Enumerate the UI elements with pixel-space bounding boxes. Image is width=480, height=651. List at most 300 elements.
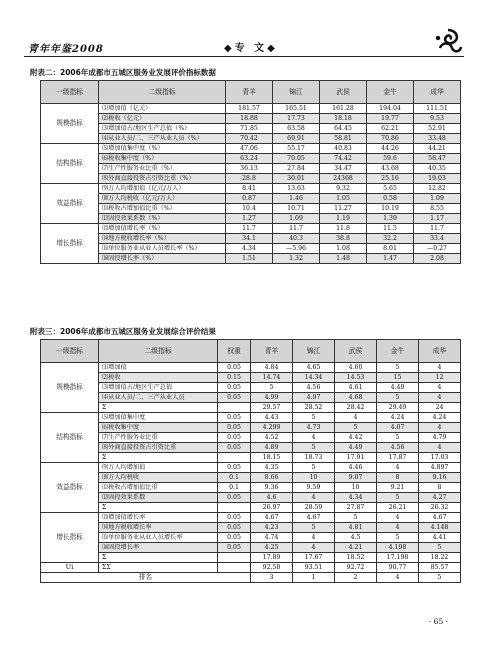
data-cell: 40.83 — [320, 144, 367, 154]
weight-value: 0.05 — [218, 433, 251, 443]
data-cell: 4 — [377, 463, 419, 473]
indicator-name: ⒂单位服务业从业人员增长率（%） — [99, 244, 226, 254]
group-label: 增长指标 — [41, 513, 99, 563]
data-cell: 70.86 — [367, 134, 414, 144]
data-cell: 28.52 — [293, 403, 335, 413]
data-cell: 58.47 — [414, 154, 461, 164]
indicator-name: ⑹税收集中度 — [99, 423, 218, 433]
data-cell: 12.82 — [414, 184, 461, 194]
table-row — [41, 513, 461, 523]
data-cell: 33.4 — [414, 234, 461, 244]
data-cell: 17.03 — [419, 453, 461, 463]
indicator-name: ⑺生产性服务业比重 — [99, 433, 218, 443]
column-header: 武侯 — [320, 81, 367, 104]
weight-value: 0.05 — [218, 383, 251, 393]
table-row — [41, 413, 461, 423]
table3-caption: 附表三：2006年成都市五城区服务业发展综合评价结果 — [30, 327, 216, 336]
data-cell: 8 — [419, 483, 461, 493]
weight-value — [218, 553, 251, 563]
data-cell: 38.8 — [320, 234, 367, 244]
data-cell: 4.42 — [335, 433, 377, 443]
data-cell: 0.58 — [367, 194, 414, 204]
weight-value: 0.05 — [218, 523, 251, 533]
data-cell: 4.99 — [251, 393, 293, 403]
data-cell: 18.52 — [335, 553, 377, 563]
column-header: 成华 — [414, 81, 461, 104]
data-cell: 4.23 — [251, 523, 293, 533]
table-row — [41, 503, 461, 513]
column-header: 青羊 — [226, 81, 273, 104]
indicator-name: ⑺生产性服务业比重（%） — [99, 164, 226, 174]
table-row — [41, 134, 461, 144]
data-cell: 29.49 — [377, 403, 419, 413]
data-cell: 4.52 — [251, 433, 293, 443]
data-cell: 5 — [293, 413, 335, 423]
data-cell: 10 — [293, 473, 335, 483]
data-cell: 11.7 — [226, 224, 273, 234]
data-cell: —5.96 — [273, 244, 320, 254]
data-cell: 26.97 — [251, 503, 293, 513]
weight-value: 0.05 — [218, 443, 251, 453]
table-row — [41, 174, 461, 184]
data-cell: 9.07 — [335, 473, 377, 483]
indicator-name: ⑶增加值占/地区生产总值（%） — [99, 124, 226, 134]
data-cell: 1.09 — [414, 194, 461, 204]
ui-value: 93.51 — [293, 563, 335, 573]
page-header — [24, 32, 464, 54]
data-cell: 4.6 — [251, 493, 293, 503]
data-cell: 44.26 — [367, 144, 414, 154]
data-cell: 17.89 — [251, 553, 293, 563]
table-row — [41, 373, 461, 383]
indicator-name: ⑷从业人员/二、三产从业人员（%） — [99, 134, 226, 144]
group-label: 效益指标 — [41, 463, 99, 513]
data-cell: 5 — [335, 513, 377, 523]
data-cell: 4.74 — [251, 533, 293, 543]
weight-value: 0.1 — [218, 483, 251, 493]
data-cell: 4.24 — [377, 413, 419, 423]
weight-value — [218, 563, 251, 573]
indicator-name: Σ — [99, 403, 218, 413]
data-cell: 17.91 — [335, 453, 377, 463]
yearbook-title: 青年年鉴2008 — [28, 44, 104, 55]
data-cell: 58.81 — [320, 134, 367, 144]
group-label: 增长指标 — [41, 224, 99, 264]
data-cell: 4.34 — [226, 244, 273, 254]
data-cell: 10.71 — [273, 204, 320, 214]
table-row — [41, 483, 461, 493]
group-label: 规模指标 — [41, 104, 99, 144]
rank-value: 1 — [293, 573, 335, 583]
data-cell: 8.01 — [367, 244, 414, 254]
indicator-name: ⑷从业人员/二、三产从业人员 — [99, 393, 218, 403]
data-cell: 10.19 — [367, 204, 414, 214]
data-cell: 64.45 — [320, 124, 367, 134]
data-cell: 4 — [293, 543, 335, 553]
data-cell: 4.41 — [419, 533, 461, 543]
data-cell: 9.36 — [251, 483, 293, 493]
data-cell: 4 — [419, 443, 461, 453]
data-cell: 18.18 — [320, 114, 367, 124]
data-cell: 55.17 — [273, 144, 320, 154]
data-cell: 4.97 — [293, 393, 335, 403]
table-row — [41, 104, 461, 114]
column-header: 青羊 — [251, 340, 293, 363]
column-header: 二级指标 — [99, 340, 218, 363]
indicator-name: ⒃固投增长率（%） — [99, 254, 226, 264]
table-row — [41, 224, 461, 234]
table-row — [41, 473, 461, 483]
data-cell: 70.42 — [226, 134, 273, 144]
data-cell: 1.08 — [320, 244, 367, 254]
data-cell: 5 — [293, 523, 335, 533]
weight-value — [218, 503, 251, 513]
data-cell: 4.299 — [251, 423, 293, 433]
indicator-name: Σ — [99, 503, 218, 513]
table-row — [41, 403, 461, 413]
data-cell: 5 — [377, 533, 419, 543]
data-cell: 25.16 — [367, 174, 414, 184]
data-cell: 14.34 — [293, 373, 335, 383]
data-cell: 1.46 — [273, 194, 320, 204]
column-header: 金牛 — [367, 81, 414, 104]
rank-value: 3 — [251, 573, 293, 583]
rank-value: 5 — [419, 573, 461, 583]
data-cell: 17.87 — [377, 453, 419, 463]
ui-value: 92.72 — [335, 563, 377, 573]
data-cell: 14.74 — [251, 373, 293, 383]
data-cell: 36.13 — [226, 164, 273, 174]
data-cell: 9.59 — [293, 483, 335, 493]
data-cell: 111.51 — [414, 104, 461, 114]
indicator-name: ⑴增加值（亿元） — [99, 104, 226, 114]
data-cell: 181.57 — [226, 104, 273, 114]
table-row — [41, 553, 461, 563]
data-cell: 4 — [419, 363, 461, 373]
column-header: 二级指标 — [99, 81, 226, 104]
data-cell: 44.21 — [414, 144, 461, 154]
indicator-name: ⑸增加值集中度 — [99, 413, 218, 423]
weight-value: 0.05 — [218, 493, 251, 503]
indicator-name: ⑸增加值集中度（%） — [99, 144, 226, 154]
data-cell: 4.5 — [335, 533, 377, 543]
column-header: 一级指标 — [41, 340, 99, 363]
column-header: 武侯 — [335, 340, 377, 363]
weight-value: 0.05 — [218, 463, 251, 473]
table-row — [41, 194, 461, 204]
data-cell: 40.3 — [273, 234, 320, 244]
data-cell: 4.65 — [293, 363, 335, 373]
data-cell: 5 — [377, 363, 419, 373]
data-cell: 1.51 — [226, 254, 273, 264]
group-label: 效益指标 — [41, 184, 99, 224]
data-cell: 4.25 — [251, 543, 293, 553]
data-cell: 8.41 — [226, 184, 273, 194]
data-cell: 5 — [377, 393, 419, 403]
data-cell: 27.87 — [335, 503, 377, 513]
data-cell: 4 — [419, 423, 461, 433]
data-cell: 4 — [335, 413, 377, 423]
data-cell: 28.8 — [226, 174, 273, 184]
data-cell: 29.57 — [251, 403, 293, 413]
evaluation-result-table — [40, 339, 461, 583]
indicator-name: ⒁地方税收增长率 — [99, 523, 218, 533]
data-cell: 4.07 — [377, 423, 419, 433]
table-row — [41, 523, 461, 533]
column-header: 成华 — [419, 340, 461, 363]
data-cell: 4.68 — [335, 393, 377, 403]
indicator-name: ⑼万人均增加值（亿元/万人） — [99, 184, 226, 194]
indicator-name: ⑻外商直接投资占引资比重 — [99, 443, 218, 453]
indicator-name: ⑾税收占增加值比重（%） — [99, 204, 226, 214]
data-cell: 26.32 — [419, 503, 461, 513]
weight-value — [218, 403, 251, 413]
table-row — [41, 533, 461, 543]
indicator-name: ⑴增加值 — [99, 363, 218, 373]
table-row — [41, 543, 461, 553]
data-cell: 15 — [377, 373, 419, 383]
data-cell: 9.32 — [320, 184, 367, 194]
data-cell: 74.42 — [320, 154, 367, 164]
indicator-name: ⑽万人均税收（亿元/万人） — [99, 194, 226, 204]
data-cell: 9.53 — [414, 114, 461, 124]
weight-value: 0.05 — [218, 363, 251, 373]
indicator-name: Σ — [99, 553, 218, 563]
table-row — [41, 393, 461, 403]
table-row — [41, 204, 461, 214]
table-row — [41, 254, 461, 264]
data-cell: 28.59 — [293, 503, 335, 513]
weight-value: 0.15 — [218, 373, 251, 383]
table-row — [41, 164, 461, 174]
data-cell: 5 — [335, 423, 377, 433]
indicator-name: ⒁地方税收增长率（%） — [99, 234, 226, 244]
data-cell: 5 — [293, 463, 335, 473]
column-header: 锦江 — [293, 340, 335, 363]
data-cell: 4.43 — [251, 413, 293, 423]
data-cell: 18.73 — [293, 453, 335, 463]
yearbook-logo-icon — [432, 26, 464, 56]
data-cell: 4.198 — [377, 543, 419, 553]
data-cell: 17.73 — [273, 114, 320, 124]
table-row — [41, 493, 461, 503]
table-row — [41, 184, 461, 194]
table-row — [41, 144, 461, 154]
data-cell: 32.2 — [367, 234, 414, 244]
ui-total-row — [41, 563, 461, 573]
data-cell: 17.198 — [377, 553, 419, 563]
data-cell: 4.67 — [419, 513, 461, 523]
table-row — [41, 443, 461, 453]
data-cell: 26.21 — [377, 503, 419, 513]
table-row — [41, 244, 461, 254]
indicator-name: ⑻外商直接投资占引资比重（%） — [99, 174, 226, 184]
data-cell: 9.21 — [377, 483, 419, 493]
indicator-name: Σ — [99, 453, 218, 463]
data-cell: 4.56 — [293, 383, 335, 393]
page-number: · 65 · — [428, 617, 448, 626]
data-cell: 17.67 — [293, 553, 335, 563]
rank-value: 4 — [377, 573, 419, 583]
data-cell: 18.22 — [419, 553, 461, 563]
data-cell: 43.68 — [367, 164, 414, 174]
data-cell: 28.42 — [335, 403, 377, 413]
data-cell: 1.27 — [226, 214, 273, 224]
indicator-name: ⑽万人均税收 — [99, 473, 218, 483]
data-cell: 24 — [419, 403, 461, 413]
data-cell: 11.8 — [320, 224, 367, 234]
data-cell: 24368 — [320, 174, 367, 184]
ui-value: 90.77 — [377, 563, 419, 573]
ui-indicator: ΣΣ — [99, 563, 218, 573]
data-cell: 165.51 — [273, 104, 320, 114]
data-cell: 14.53 — [335, 373, 377, 383]
data-cell: 34.47 — [320, 164, 367, 174]
column-header: 金牛 — [377, 340, 419, 363]
data-cell: 8.55 — [414, 204, 461, 214]
data-cell: 1.39 — [367, 214, 414, 224]
table-row — [41, 234, 461, 244]
data-cell: 19.03 — [414, 174, 461, 184]
data-cell: 4.49 — [335, 443, 377, 453]
data-cell: 4.89 — [251, 443, 293, 453]
data-cell: 11.7 — [414, 224, 461, 234]
data-cell: 11.7 — [273, 224, 320, 234]
data-cell: 18.88 — [226, 114, 273, 124]
data-cell: 4 — [377, 523, 419, 533]
indicator-name: ⑹税收集中度（%） — [99, 154, 226, 164]
data-cell: 10 — [335, 483, 377, 493]
data-cell: 4.35 — [251, 463, 293, 473]
data-cell: 161.28 — [320, 104, 367, 114]
column-header: 一级指标 — [41, 81, 99, 104]
data-cell: 10.4 — [226, 204, 273, 214]
data-cell: 69.91 — [273, 134, 320, 144]
data-cell: 4 — [293, 493, 335, 503]
data-cell: 1.19 — [320, 214, 367, 224]
table-row — [41, 433, 461, 443]
indicator-data-table — [40, 80, 461, 264]
data-cell: 19.77 — [367, 114, 414, 124]
group-label: 规模指标 — [41, 363, 99, 413]
weight-value — [218, 453, 251, 463]
group-label: 结构指标 — [41, 144, 99, 184]
data-cell: 4.46 — [335, 463, 377, 473]
weight-value: 0.05 — [218, 533, 251, 543]
data-cell: 4.34 — [335, 493, 377, 503]
data-cell: 47.06 — [226, 144, 273, 154]
indicator-name: ⑶增加值占/地区生产总值 — [99, 383, 218, 393]
data-cell: 5 — [377, 493, 419, 503]
data-cell: 4.49 — [377, 383, 419, 393]
data-cell: 4.24 — [419, 413, 461, 423]
header-rule — [24, 56, 464, 57]
data-cell: 62.21 — [367, 124, 414, 134]
data-cell: 40.35 — [414, 164, 461, 174]
table-row — [41, 114, 461, 124]
weight-value: 0.05 — [218, 513, 251, 523]
data-cell: 5 — [251, 383, 293, 393]
data-cell: —0.27 — [414, 244, 461, 254]
data-cell: 4.27 — [419, 493, 461, 503]
data-cell: 8.66 — [251, 473, 293, 483]
data-cell: 4.61 — [335, 383, 377, 393]
weight-value: 0.05 — [218, 543, 251, 553]
data-cell: 5 — [293, 443, 335, 453]
indicator-name: ⑼万人均增加值 — [99, 463, 218, 473]
data-cell: 1.17 — [414, 214, 461, 224]
data-cell: 4.21 — [335, 543, 377, 553]
indicator-name: ⑵税收（亿元） — [99, 114, 226, 124]
data-cell: 4.81 — [335, 523, 377, 533]
data-cell: 5 — [377, 433, 419, 443]
data-cell: 27.84 — [273, 164, 320, 174]
data-cell: 4 — [419, 393, 461, 403]
indicator-name: ⑿固投效果系数 — [99, 493, 218, 503]
column-header: 锦江 — [273, 81, 320, 104]
weight-value: 0.05 — [218, 413, 251, 423]
data-cell: 1.05 — [320, 194, 367, 204]
data-cell: 5 — [419, 543, 461, 553]
data-cell: 1.09 — [273, 214, 320, 224]
weight-value: 0.1 — [218, 473, 251, 483]
table-row — [41, 363, 461, 373]
indicator-name: ⑾税收占增加值比重 — [99, 483, 218, 493]
data-cell: 4 — [377, 513, 419, 523]
data-cell: 4.79 — [419, 433, 461, 443]
data-cell: 4.56 — [377, 443, 419, 453]
table2-caption: 附表二：2006年成都市五城区服务业发展评价指标数据 — [30, 68, 216, 77]
data-cell: 1.48 — [320, 254, 367, 264]
data-cell: 13.63 — [273, 184, 320, 194]
data-cell: 4 — [293, 533, 335, 543]
weight-value: 0.05 — [218, 423, 251, 433]
data-cell: 4.897 — [419, 463, 461, 473]
table-row — [41, 383, 461, 393]
rank-label: 排名 — [41, 573, 251, 583]
data-cell: 63.58 — [273, 124, 320, 134]
data-cell: 11.5 — [367, 224, 414, 234]
data-cell: 4.60 — [335, 363, 377, 373]
data-cell: 1.47 — [367, 254, 414, 264]
ui-value: 92.58 — [251, 563, 293, 573]
table-row — [41, 453, 461, 463]
ui-label: Ui — [41, 563, 99, 573]
indicator-name: ⒀增加值增长率（%） — [99, 224, 226, 234]
indicator-name: ⒀增加值增长率 — [99, 513, 218, 523]
data-cell: 0.87 — [226, 194, 273, 204]
data-cell: 9.16 — [419, 473, 461, 483]
indicator-name: ⒃固投增长率 — [99, 543, 218, 553]
data-cell: 2.08 — [414, 254, 461, 264]
table-row — [41, 463, 461, 473]
data-cell: 71.85 — [226, 124, 273, 134]
table-row — [41, 423, 461, 433]
table-row — [41, 124, 461, 134]
data-cell: 59.6 — [367, 154, 414, 164]
data-cell: 52.91 — [414, 124, 461, 134]
indicator-name: ⑿固投效果系数（%） — [99, 214, 226, 224]
indicator-name: ⒂单位服务业从业人员增长率 — [99, 533, 218, 543]
data-cell: 11.27 — [320, 204, 367, 214]
data-cell: 5.65 — [367, 184, 414, 194]
ui-value: 85.57 — [419, 563, 461, 573]
weight-value: 0.05 — [218, 393, 251, 403]
data-cell: 34.1 — [226, 234, 273, 244]
data-cell: 18.15 — [251, 453, 293, 463]
data-cell: 4 — [293, 433, 335, 443]
data-cell: 8 — [377, 473, 419, 483]
